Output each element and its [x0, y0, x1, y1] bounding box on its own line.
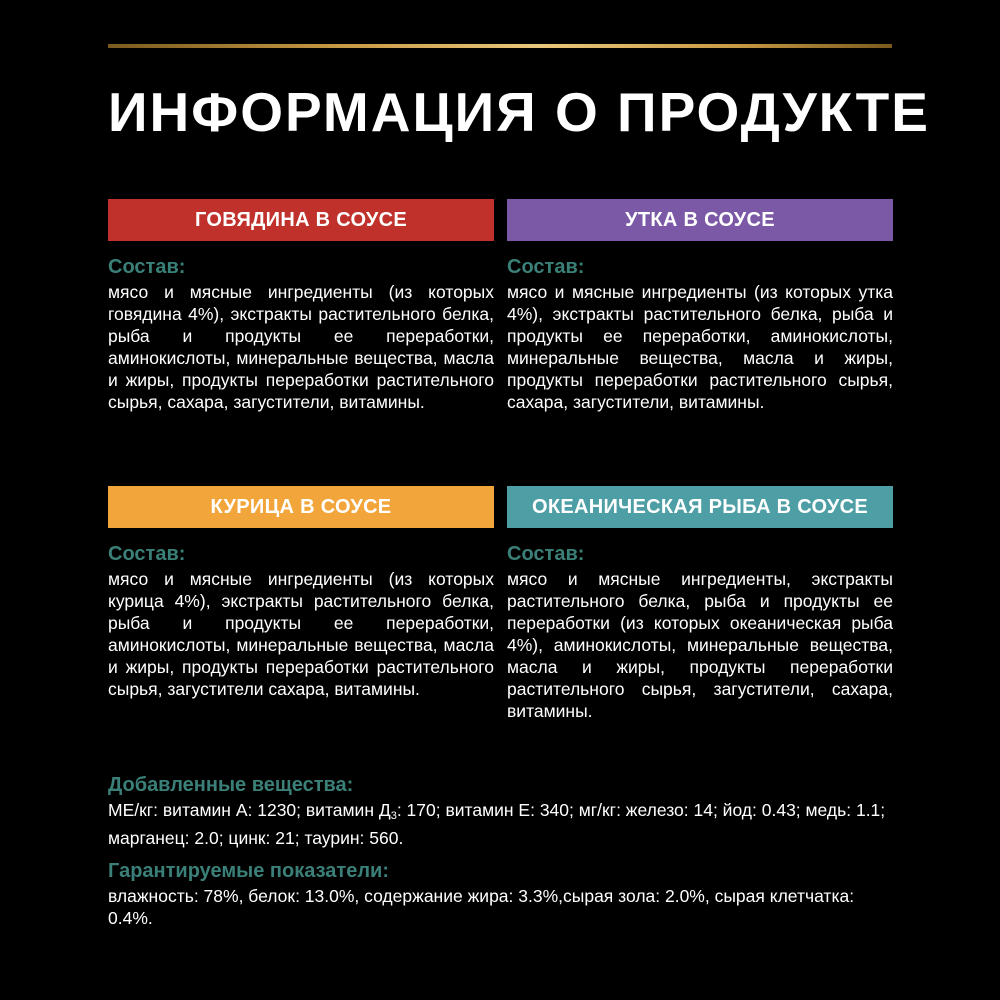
additives-text-part1: МЕ/кг: витамин А: 1230; витамин Д	[108, 800, 391, 820]
gold-divider-line	[108, 44, 892, 48]
additives-section	[108, 773, 894, 849]
vitamin-d-subscript: 3	[390, 810, 397, 822]
additives-text-part2: : 170; витамин Е: 340; мг/кг: железо: 14; йод: 0.43; медь: 1.1; марганец: 2.0; цинк: 21; таурин: 560.	[108, 800, 886, 848]
composition-text: мясо и мясные ингредиенты, экстракты растительного белка, рыба и продукты ее переработки (из которых океаническая рыба 4%), аминокислоты, минеральные вещества, масла и жиры, продукты переработки растительного сырья, загустители, сахара, витамины.	[507, 569, 893, 721]
additives-text	[108, 799, 894, 849]
guaranteed-section	[108, 859, 894, 929]
guaranteed-text: влажность: 78%, белок: 13.0%, содержание жира: 3.3%,сырая зола: 2.0%, сырая клетчатка: 0.4%.	[108, 886, 855, 928]
product-header-ocean-fish: ОКЕАНИЧЕСКАЯ РЫБА В СОУСЕ	[507, 486, 893, 528]
product-header-beef: ГОВЯДИНА В СОУСЕ	[108, 199, 494, 241]
product-panel-beef	[108, 199, 494, 413]
additives-heading: Добавленные вещества:	[108, 774, 354, 796]
composition-heading: Состав:	[108, 543, 186, 565]
composition-text: мясо и мясные ингредиенты (из которых утка 4%), экстракты растительного белка, рыба и продукты ее переработки, аминокислоты, минеральные вещества, масла и жиры, продукты переработки растительного сырья, сахара, загустители, витамины.	[507, 282, 893, 412]
guaranteed-heading: Гарантируемые показатели:	[108, 860, 389, 882]
product-header-chicken: КУРИЦА В СОУСЕ	[108, 486, 494, 528]
composition-text: мясо и мясные ингредиенты (из которых говядина 4%), экстракты растительного белка, рыба и продукты ее переработки, аминокислоты, минеральные вещества, масла и жиры, продукты переработки растительного сырья, сахара, загустители, витамины.	[108, 282, 494, 412]
composition-text: мясо и мясные ингредиенты (из которых курица 4%), экстракты растительного белка, рыба и продукты ее переработки, аминокислоты, минеральные вещества, масла и жиры, продукты переработки растительного сырья, загустители сахара, витамины.	[108, 569, 494, 699]
product-header-duck: УТКА В СОУСЕ	[507, 199, 893, 241]
product-panel-duck	[507, 199, 893, 413]
composition-heading: Состав:	[507, 543, 585, 565]
product-panel-chicken	[108, 486, 494, 700]
composition-heading: Состав:	[108, 256, 186, 278]
product-panel-ocean-fish	[507, 486, 893, 722]
page-title: ИНФОРМАЦИЯ О ПРОДУКТЕ	[108, 81, 930, 143]
composition-heading: Состав:	[507, 256, 585, 278]
